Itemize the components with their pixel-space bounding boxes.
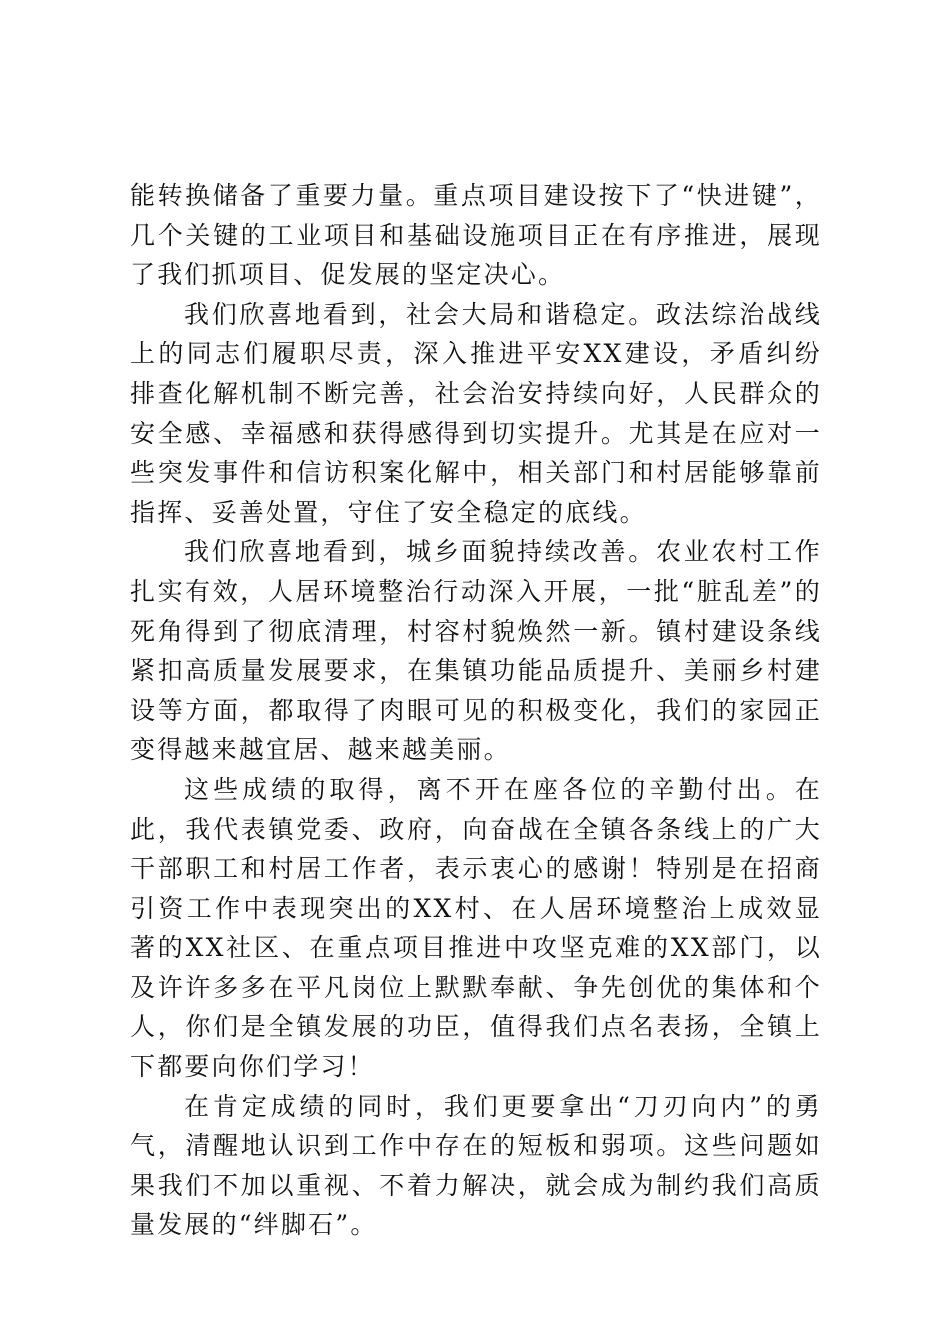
body-text — [130, 176, 822, 1245]
paragraph-5: 在肯定成绩的同时，我们更要拿出“刀刃向内”的勇气，清醒地认识到工作中存在的短板和弱项。这些问题如果我们不加以重视、不着力解决，就会成为制约我们高质量发展的“绊脚石”。 — [130, 1091, 822, 1240]
paragraph-3: 我们欣喜地看到，城乡面貌持续改善。农业农村工作扎实有效，人居环境整治行动深入开展，一批“脏乱差”的死角得到了彻底清理，村容村貌焕然一新。镇村建设条线紧扣高质量发展要求，在集镇功能品质提升、美丽乡村建设等方面，都取得了肉眼可见的积极变化，我们的家园正变得越来越宜居、越来越美丽。 — [130, 537, 822, 765]
paragraph-1: 能转换储备了重要力量。重点项目建设按下了“快进键”，几个关键的工业项目和基础设施项目正在有序推进，展现了我们抓项目、促发展的坚定决心。 — [130, 181, 822, 290]
paragraph-4: 这些成绩的取得，离不开在座各位的辛勤付出。在此，我代表镇党委、政府，向奋战在全镇各条线上的广大干部职工和村居工作者，表示衷心的感谢！特别是在招商引资工作中表现突出的XX村、在人居环境整治上成效显著的XX社区、在重点项目推进中攻坚克难的XX部门，以及许许多多在平凡岗位上默默奉献、争先创优的集体和个人，你们是全镇发展的功臣，值得我们点名表扬，全镇上下都要向你们学习！ — [130, 774, 822, 1082]
paragraph-2: 我们欣喜地看到，社会大局和谐稳定。政法综治战线上的同志们履职尽责，深入推进平安XX建设，矛盾纠纷排查化解机制不断完善，社会治安持续向好，人民群众的安全感、幸福感和获得感得到切实提升。尤其是在应对一些突发事件和信访积案化解中，相关部门和村居能够靠前指挥、妥善处置，守住了安全稳定的底线。 — [130, 299, 822, 527]
